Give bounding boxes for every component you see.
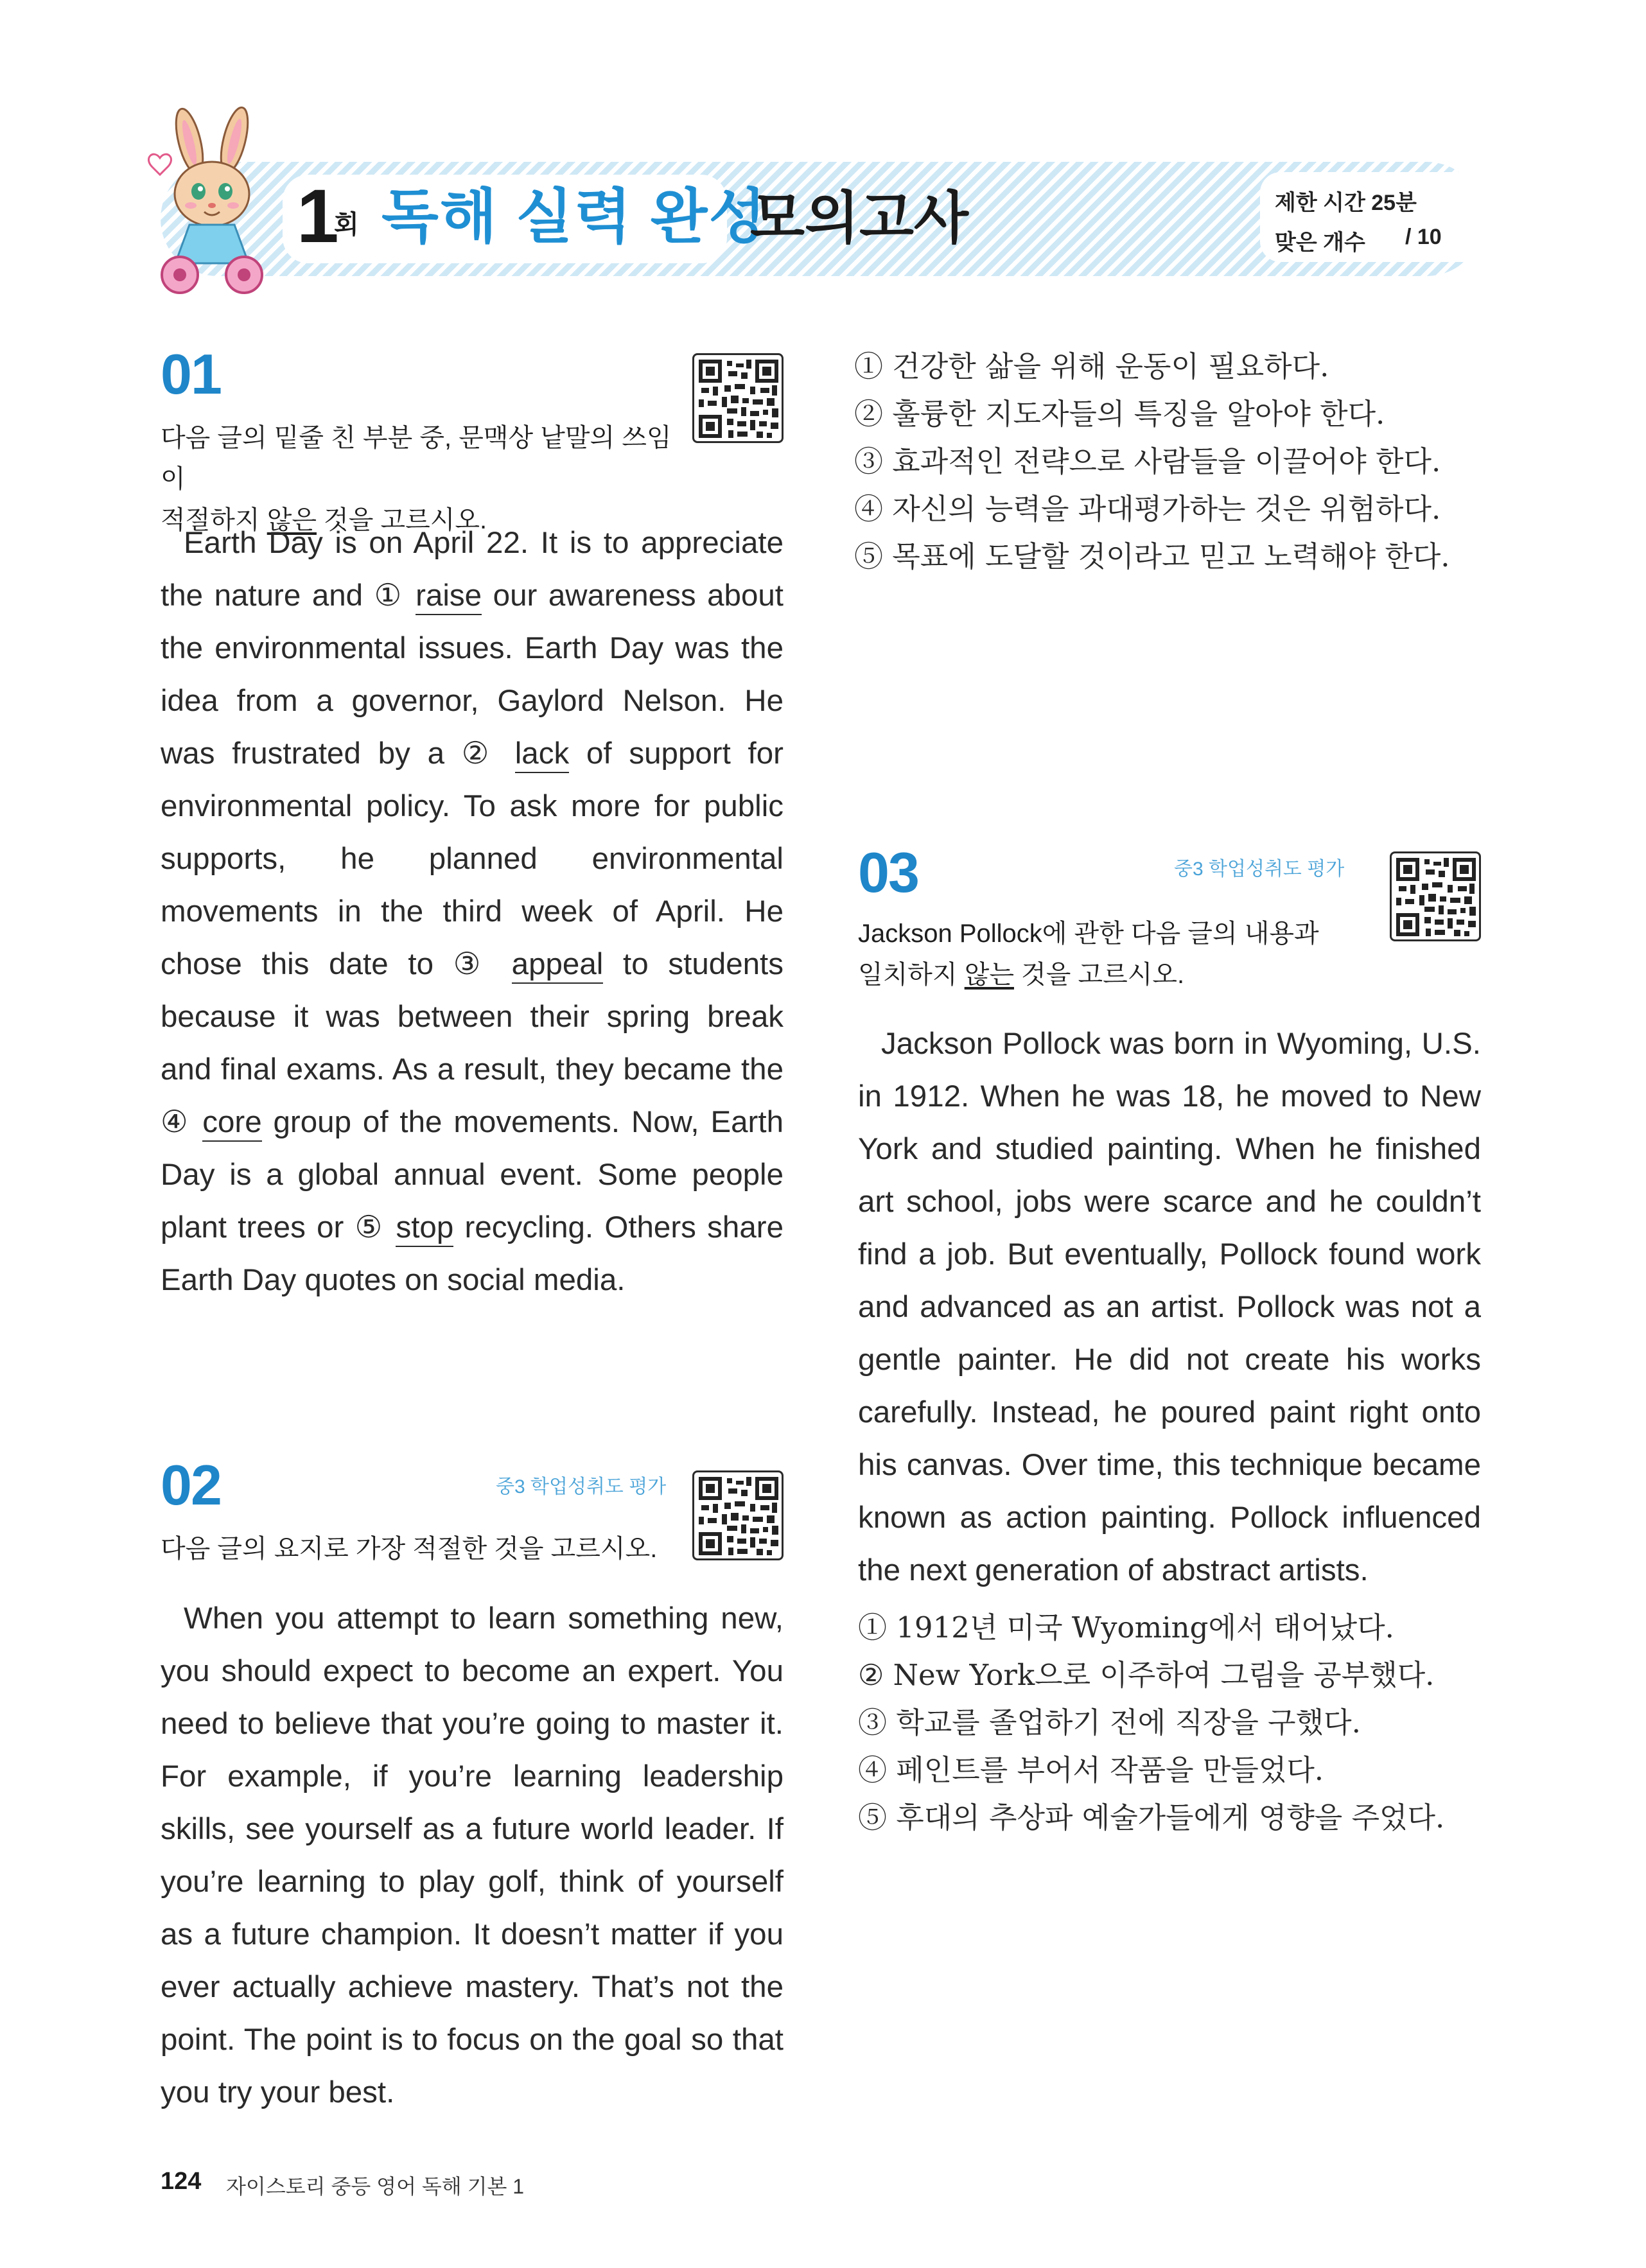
underlined-word-1: raise (416, 579, 482, 615)
qr-code-icon (699, 1477, 778, 1555)
answer-options-03 (858, 1604, 1444, 1842)
qr-code-01[interactable] (692, 353, 784, 443)
option-4[interactable]: ④ 페인트를 부어서 작품을 만들었다. (858, 1753, 1324, 1787)
qr-code-03[interactable] (1390, 851, 1481, 941)
option-3[interactable]: ③ 효과적인 전략으로 사람들을 이끌어야 한다. (854, 444, 1441, 478)
book-title: 자이스토리 중등 영어 독해 기본 1 (226, 2175, 525, 2198)
question-prompt-03: Jackson Pollock에 관한 다음 글의 내용과 일치하지 않는 것을 고르시오. (858, 920, 1319, 989)
bunny-mascot-illustration (138, 103, 289, 299)
underlined-word-4: core (202, 1105, 261, 1142)
option-2[interactable]: ② New York으로 이주하여 그림을 공부했다. (858, 1658, 1435, 1692)
choice-mark-1: ① (374, 579, 405, 613)
option-1[interactable]: ① 건강한 삶을 위해 운동이 필요하다. (854, 349, 1329, 383)
option-4[interactable]: ④ 자신의 능력을 과대평가하는 것은 위험하다. (854, 492, 1441, 526)
passage-02: When you attempt to learn something new, you should expect to become an expert. You need to believe that you’re going to master it. For example, if you’re learning leadership skills, see yourself as a future world leader. If you’re learning to play golf, think of yourself as a future champion. It doesn’t matter if you ever actually achieve mastery. That’s not the point. The point is to focus on the goal so that you try your best. (161, 1601, 784, 2109)
choice-mark-2: ② (461, 737, 498, 771)
underlined-word-5: stop (396, 1210, 453, 1247)
option-2[interactable]: ② 훌륭한 지도자들의 특징을 알아야 한다. (854, 397, 1385, 431)
passage-03: Jackson Pollock was born in Wyoming, U.S. in 1912. When he was 18, he moved to New York and studied painting. When he finished art school, jobs were scarce and he couldn’t find a job. But eventually, Pollock found work and advanced as an artist. Pollock was not a gentle painter. He did not create his works carefully. Instead, he poured paint right onto his canvas. Over time, this technique became known as action painting. Pollock influenced the next generation of abstract artists. (858, 1027, 1481, 1587)
page-title: 독해 실력 완성 (381, 184, 767, 250)
episode-number: 1 (297, 174, 339, 259)
question-prompt-02: 다음 글의 요지로 가장 적절한 것을 고르시오. (161, 1535, 658, 1563)
question-number-02: 02 (161, 1453, 221, 1517)
question-number-03: 03 (858, 841, 918, 904)
answer-options-02 (854, 343, 1450, 580)
score-field[interactable]: / 10 (1405, 225, 1442, 249)
option-5[interactable]: ⑤ 목표에 도달할 것이라고 믿고 노력해야 한다. (854, 539, 1450, 573)
option-3[interactable]: ③ 학교를 졸업하기 전에 직장을 구했다. (858, 1705, 1361, 1740)
choice-mark-3: ③ (453, 947, 492, 981)
page-subtitle: 모의고사 (750, 186, 969, 250)
choice-mark-5: ⑤ (355, 1210, 385, 1244)
qr-code-icon (1396, 858, 1476, 936)
underlined-word-3: appeal (512, 947, 604, 984)
page-number: 124 (161, 2168, 202, 2195)
question-number-01: 01 (161, 342, 221, 406)
passage-01: Earth Day is on April 22. It is to appreciate the nature and ① raise our awareness about the environmental issues. Earth Day was the idea from a governor, Gaylord Nelson. He was frustrated by a ② lack of support for environmental policy. To ask more for public supports, he planned environmental movements in the third week of April. He chose this date to ③ appeal to students because it was between their spring break and final exams. As a result, they became the ④ core group of the movements. Now, Earth Day is a global annual event. Some people plant trees or ⑤ stop recycling. Others share Earth Day quotes on social media. (161, 526, 784, 1297)
underlined-word-2: lack (515, 737, 569, 773)
option-1[interactable]: ① 1912년 미국 Wyoming에서 태어났다. (858, 1610, 1394, 1644)
question-prompt-01: 다음 글의 밑줄 친 부분 중, 문맥상 낱말의 쓰임이 적절하지 않은 것을 고르시오. (161, 424, 672, 534)
source-tag-03: 중3 학업성취도 평가 (1174, 859, 1345, 880)
option-5[interactable]: ⑤ 후대의 추상파 예술가들에게 영향을 주었다. (858, 1801, 1445, 1835)
time-limit: 제한 시간 25분 (1275, 191, 1417, 215)
episode-suffix: 회 (334, 211, 359, 239)
correct-count-label: 맞은 개수 (1275, 231, 1365, 255)
choice-mark-4: ④ (161, 1105, 191, 1139)
source-tag-02: 중3 학업성취도 평가 (496, 1476, 667, 1497)
qr-code-icon (699, 360, 778, 438)
qr-code-02[interactable] (692, 1470, 784, 1560)
